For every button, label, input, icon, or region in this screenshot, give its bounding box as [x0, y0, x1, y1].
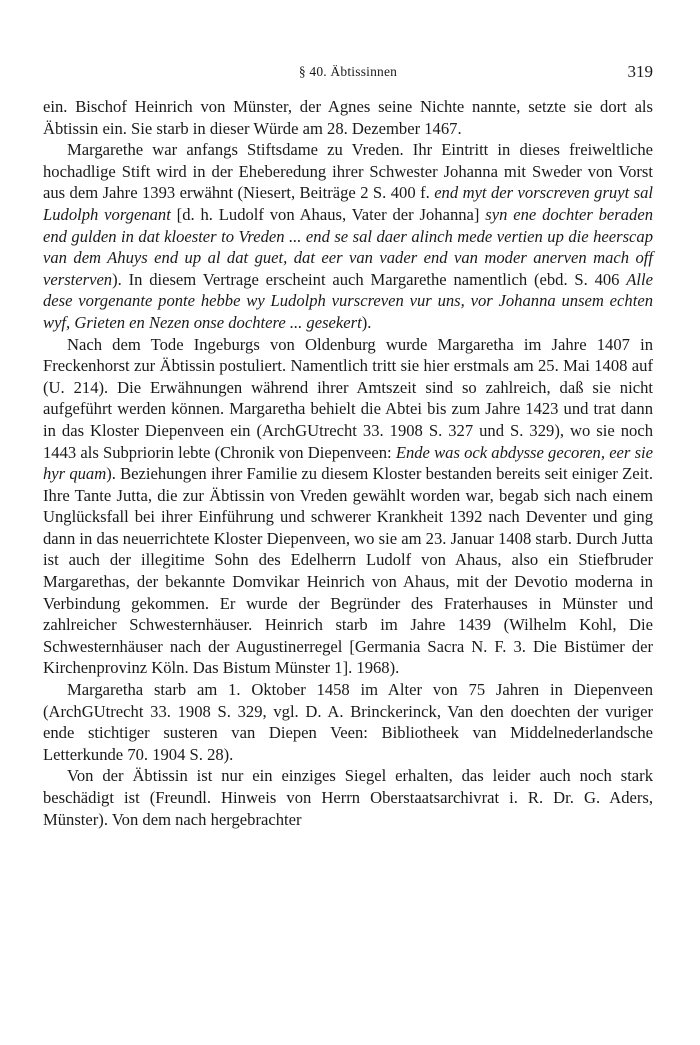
- paragraph: [43, 139, 653, 333]
- italic-quote: end myt der vorscreven gruyt sal Ludolph vorgenant: [43, 183, 653, 224]
- paragraph: [43, 96, 653, 139]
- italic-quote: syn ene dochter beraden end gulden in dat kloester to Vreden ... end se sal daer alinch mede vertien up die heerscap van dem Ahuys end up al dat guet, dat eer van vader end van moder anerven mach off versterven: [43, 204, 653, 289]
- running-head: § 40. Äbtissinnen: [298, 64, 398, 79]
- text-segment: Von der Äbtissin ist nur ein einziges Siegel erhalten, das leider auch noch stark beschädigt ist (Freundl. Hinweis von Herrn Oberstaatsarchivrat i. R. Dr. G. Aders, Münster). Von dem nach hergebrachter: [43, 766, 653, 829]
- text-segment: ).: [361, 312, 372, 332]
- text-segment: [d. h. Ludolf von Ahaus, Vater der Johanna]: [170, 204, 486, 224]
- page-header: [43, 62, 653, 86]
- text-segment: Margarethe war anfangs Stiftsdame zu Vreden. Ihr Eintritt in dieses freiweltliche hochadlige Stift wird in der Eheberedung ihrer Schwester Johanna mit Sweder von Vorst aus dem Jahre 1393 erwähnt (Niesert, Beiträge 2 S. 400 f.: [43, 140, 653, 203]
- text-segment: ein. Bischof Heinrich von Münster, der Agnes seine Nichte nannte, setzte sie dort als Äbtissin ein. Sie starb in dieser Würde am 28. Dezember 1467.: [43, 97, 653, 138]
- text-segment: ). In diesem Vertrage erscheint auch Margarethe namentlich (ebd. S. 406: [112, 269, 627, 289]
- body-text: [43, 96, 653, 830]
- page-number: 319: [627, 62, 653, 81]
- paragraph: [43, 679, 653, 765]
- paragraph: [43, 765, 653, 830]
- text-segment: Margaretha starb am 1. Oktober 1458 im Alter von 75 Jahren in Diepenveen (ArchGUtrecht 33. 1908 S. 329, vgl. D. A. Brinckerinck, Van den doechten der vuriger ende stichtiger susteren van Diepen Veen: Bibliotheek van Middelnederlandsche Letterkunde 70. 1904 S. 28).: [43, 680, 653, 764]
- text-segment: Nach dem Tode Ingeburgs von Oldenburg wurde Margaretha im Jahre 1407 in Freckenhorst zur Äbtissin postuliert. Namentlich tritt sie hier erstmals am 25. Mai 1408 auf (U. 214). Die Erwähnungen während ihrer Amtszeit sind so zahlreich, daß sie nicht aufgeführt werden können. Margaretha behielt die Abtei bis zum Jahre 1423 und trat dann in das Kloster Diepenveen ein (ArchGUtrecht 33. 1908 S. 327 und S. 329), wo sie noch 1443 als Subpriorin lebte (Chronik von Diepenveen:: [43, 334, 653, 462]
- text-segment: ). Beziehungen ihrer Familie zu diesem Kloster bestanden bereits seit einiger Zeit. Ihre Tante Jutta, die zur Äbtissin von Vreden gewählt worden war, begab sich nach einem Unglücksfall bei ihrer Einführung und schwerer Krankheit 1392 nach Deventer und ging dann in das neuerrichtete Kloster Diepenveen, wo sie am 23. Januar 1408 starb. Durch Jutta ist auch der illegitime Sohn des Edelherrn Ludolf von Ahaus, also ein Stiefbruder Margarethas, der bekannte Domvikar Heinrich von Ahaus, mit der Devotio moderna in Verbindung gekommen. Er wurde der Begründer des Fraterhauses in Münster und zahlreicher Schwesternhäuser. Heinrich starb im Jahre 1439 (Wilhelm Kohl, Die Schwesternhäuser nach der Augustinerregel [Germania Sacra N. F. 3. Die Bistümer der Kirchenprovinz Köln. Das Bistum Münster 1]. 1968).: [43, 464, 653, 678]
- paragraph: [43, 334, 653, 680]
- italic-quote: Alle dese vorgenante ponte hebbe wy Ludolph vurscreven vur uns, vor Johanna unsem echten wyf, Grieten en Nezen onse dochtere ... gesekert: [43, 269, 653, 332]
- italic-quote: Ende was ock abdysse gecoren, eer sie hyr quam: [43, 442, 653, 484]
